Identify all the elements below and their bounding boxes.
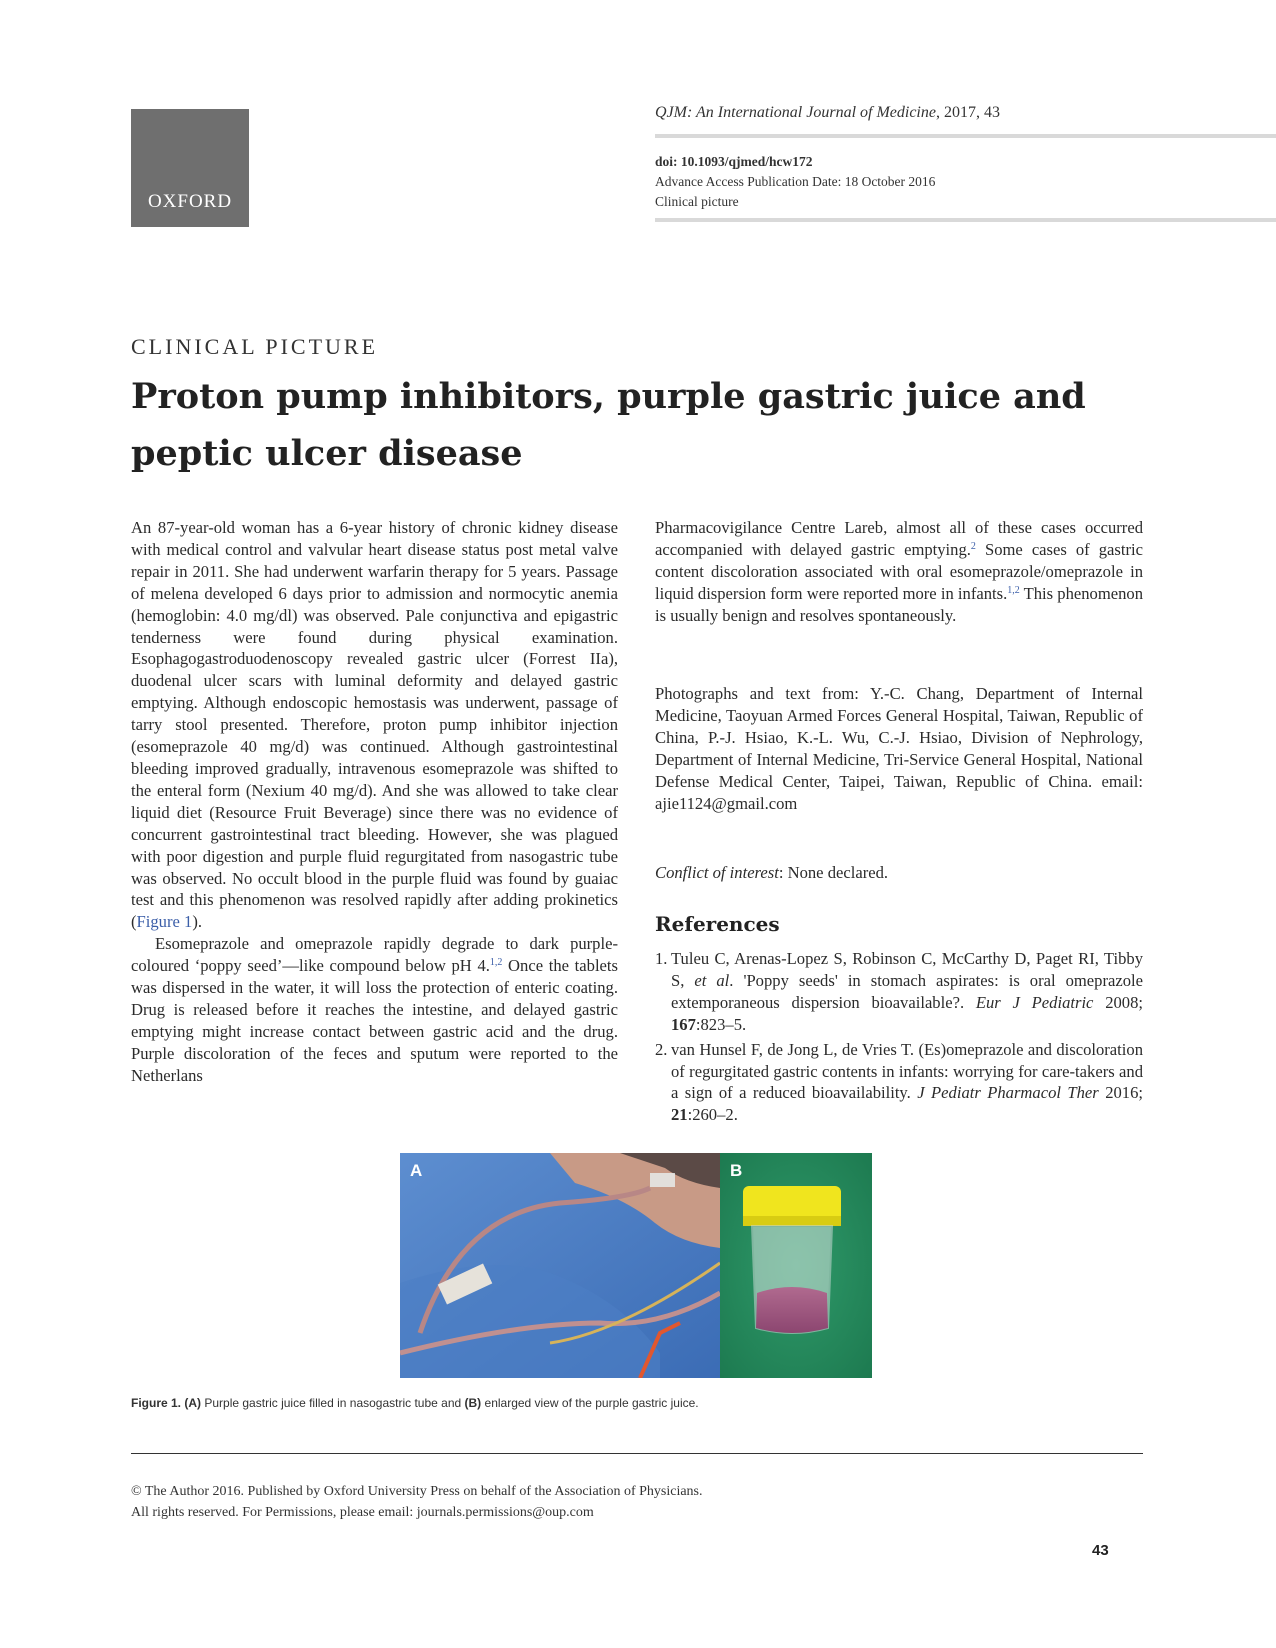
reference-volume: 167 — [671, 1014, 696, 1034]
copyright-line-1: © The Author 2016. Published by Oxford University Press on behalf of the Association of Physicians. — [131, 1484, 703, 1499]
reference-year: 2008; — [1093, 992, 1143, 1012]
paragraph-3-text-b: Some cases of gastric content discoloration associated with oral esomeprazole/omeprazole in liquid dispersion form were reported more in infants. — [655, 539, 1143, 603]
figure-caption-a-label: (A) — [184, 1396, 202, 1410]
citation-1-2-link[interactable]: 1,2 — [489, 957, 503, 969]
publisher-logo — [131, 109, 249, 227]
body-paragraph-1 — [131, 517, 618, 933]
article-type: Clinical picture — [655, 194, 739, 209]
paragraph-1-end: ). — [192, 912, 202, 932]
author-credits: Photographs and text from: Y.-C. Chang, Department of Internal Medicine, Taoyuan Armed Forces General Hospital, Taiwan, Republic of China, P.-J. Hsiao, K.-L. Wu, C.-J. Hsiao, Division of Nephrology, Department of Internal Medicine, Tri-Service General Hospital, National Defense Medical Center, Taipei, Taiwan, Republic of China. email: ajie1124@gmail.com — [655, 684, 1143, 813]
reference-pages: :823–5. — [695, 1014, 747, 1034]
section-label: CLINICAL PICTURE — [131, 334, 379, 359]
conflict-of-interest — [655, 862, 1143, 884]
journal-citation — [655, 104, 1000, 122]
references-heading: References — [655, 912, 780, 936]
conflict-text: : None declared. — [778, 863, 889, 882]
paragraph-1-text: An 87-year-old woman has a 6-year history of chronic kidney disease with medical control and valvular heart disease status post metal valve repair in 2011. She had underwent warfarin therapy for 5 years. Passage of melena developed 6 days prior to admission and normocytic anemia (hemoglobin: 4.0 mg/dl) was observed. Pale conjunctiva and epigastric tenderness were found during physical examination. Esophagogastroduodenoscopy revealed gastric ulcer (Forrest IIa), duodenal ulcer scars with luminal deformity and delayed gastric emptying. Although endoscopic hemostasis was underwent, passage of tarry stool presented. Therefore, proton pump inhibitor injection (esomeprazole 40 mg/d) was continued. Although gastrointestinal bleeding improved gradually, intravenous esomeprazole was shifted to the enteral form (Nexium 40 mg/d). And she was allowed to take clear liquid diet (Resource Fruit Beverage) since there was no evidence of concurrent gastrointestinal tract bleeding. However, she was plagued with poor digestion and purple fluid regurgitated from nasogastric tube was observed. No occult blood in the purple fluid was found by guaiac test and this phenomenon was resolved rapidly after adding prokinetics ( — [131, 518, 618, 932]
reference-pages: :260–2. — [687, 1105, 738, 1125]
figure-caption — [131, 1396, 699, 1410]
references-list — [655, 948, 1143, 1129]
advance-access-date: Advance Access Publication Date: 18 October 2016 — [655, 174, 936, 189]
figure-caption-b-label: (B) — [464, 1396, 482, 1410]
reference-journal: Eur J Pediatric — [975, 992, 1094, 1012]
reference-text: van Hunsel F, de Jong L, de Vries T. (Es)omeprazole and discoloration of regurgitated gastric contents in infants: worrying for care-takers and a sign of a reduced bioavailability. — [671, 1039, 1143, 1103]
article-title: Proton pump inhibitors, purple gastric juice and peptic ulcer disease — [131, 376, 1086, 474]
figure-caption-b-text: enlarged view of the purple gastric juice. — [481, 1396, 699, 1410]
reference-text: . 'Poppy seeds' in stomach aspirates: is oral omeprazole extemporaneous dispersion bioavailable?. — [671, 970, 1144, 1012]
reference-etal: et al — [694, 970, 730, 990]
paragraph-2-text-a: Esomeprazole and omeprazole rapidly degrade to dark purple-coloured ‘poppy seed’—like compound below pH 4. — [131, 934, 618, 976]
reference-volume: 21 — [671, 1105, 688, 1125]
panel-b-photo — [720, 1153, 872, 1378]
reference-text: Tuleu C, Arenas-Lopez S, Robinson C, McCarthy D, Paget RI, Tibby S, — [671, 949, 1143, 990]
journal-name: QJM: An International Journal of Medicine — [655, 104, 936, 121]
page-number: 43 — [1092, 1542, 1109, 1559]
reference-item — [655, 1039, 1143, 1127]
journal-year: , 2017, 43 — [935, 104, 1000, 121]
citation-2-link[interactable]: 2 — [970, 540, 976, 552]
reference-journal: J Pediatr Pharmacol Ther — [917, 1083, 1099, 1103]
copyright-notice — [131, 1481, 703, 1523]
paragraph-3-text-c: This phenomenon is usually benign and resolves spontaneously. — [655, 583, 1143, 625]
body-paragraph-3 — [655, 517, 1143, 627]
figure-caption-a-text: Purple gastric juice filled in nasogastric tube and — [201, 1396, 465, 1410]
panel-b-label: B — [730, 1161, 743, 1180]
paragraph-3-text-a: Pharmacovigilance Centre Lareb, almost all of these cases occurred accompanied with delayed gastric emptying. — [655, 518, 1143, 559]
body-paragraph-2 — [131, 933, 618, 1086]
conflict-label: Conflict of interest — [655, 863, 779, 882]
doi: doi: 10.1093/qjmed/hcw172 — [655, 154, 813, 169]
figure-1-image — [400, 1153, 872, 1378]
article-meta — [655, 152, 935, 212]
panel-a-label: A — [410, 1161, 423, 1180]
figure-1-illustration — [400, 1153, 872, 1378]
body-column-left — [131, 517, 618, 1087]
copyright-line-2: All rights reserved. For Permissions, please email: journals.permissions@oup.com — [131, 1505, 594, 1520]
citation-1-2-link[interactable]: 1,2 — [1007, 584, 1020, 596]
footer-rule — [131, 1453, 1143, 1454]
body-column-right — [655, 517, 1143, 627]
header-rule-top — [655, 134, 1276, 138]
paragraph-2-text-b: Once the tablets was dispersed in the water, it will loss the protection of enteric coating. Drug is released before it reaches the intestine, and delayed gastric emptying might increase contact between gastric acid and the drug. Purple discoloration of the feces and sputum were reported to the Netherlans — [131, 956, 618, 1085]
figure-caption-label: Figure 1. — [131, 1396, 182, 1410]
reference-item — [655, 948, 1143, 1036]
panel-a-photo — [400, 1153, 720, 1378]
reference-number: 2. — [655, 1039, 668, 1059]
logo-text: OXFORD — [147, 191, 233, 212]
reference-year: 2016; — [1098, 1083, 1143, 1103]
figure-1-link[interactable]: Figure 1 — [136, 912, 193, 932]
reference-number: 1. — [655, 949, 668, 968]
header-rule-bottom — [655, 218, 1276, 222]
